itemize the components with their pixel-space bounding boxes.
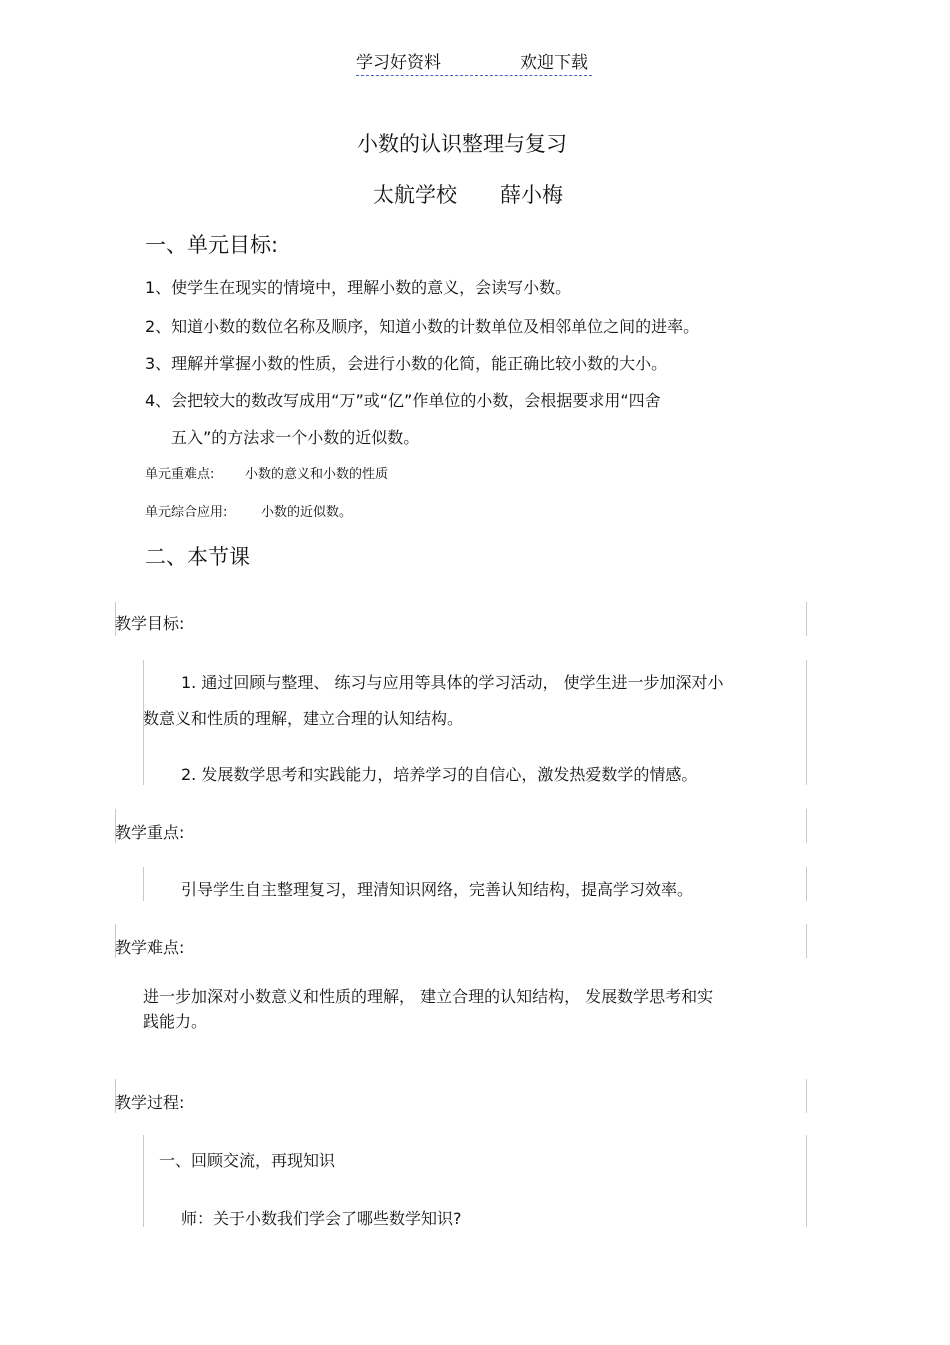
header-left: 学习好资料 xyxy=(356,53,441,73)
teacher-question: 师：关于小数我们学会了哪些数学知识? xyxy=(181,1209,462,1228)
unit-application-label: 单元综合应用: xyxy=(145,505,228,520)
teaching-goal-2: 2. 发展数学思考和实践能力，培养学习的自信心，激发热爱数学的情感。 xyxy=(181,765,698,784)
objective-4-cont: 五入”的方法求一个小数的近似数。 xyxy=(171,428,420,447)
process-step-1: 一、回顾交流，再现知识 xyxy=(159,1151,336,1170)
table-border xyxy=(806,809,807,843)
teaching-difficulty-line1: 进一步加深对小数意义和性质的理解， 建立合理的认知结构， 发展数学思考和实 xyxy=(143,987,714,1006)
section1-heading: 一、单元目标: xyxy=(145,233,279,257)
table-border xyxy=(806,1079,807,1113)
table-border xyxy=(806,1135,807,1227)
teaching-difficulty-label: 教学难点: xyxy=(115,938,185,957)
document-title: 小数的认识整理与复习 xyxy=(357,132,567,156)
teaching-key-label: 教学重点: xyxy=(115,823,185,842)
table-border xyxy=(806,867,807,901)
objective-2: 2、知道小数的数位名称及顺序，知道小数的计数单位及相邻单位之间的进率。 xyxy=(145,317,700,336)
teaching-goal-1-line2: 数意义和性质的理解，建立合理的认知结构。 xyxy=(143,709,464,728)
header-right: 欢迎下载 xyxy=(520,53,588,73)
teaching-difficulty-line2: 践能力。 xyxy=(143,1012,208,1031)
table-border xyxy=(806,924,807,958)
teaching-process-label: 教学过程: xyxy=(115,1093,185,1112)
table-border xyxy=(806,660,807,785)
table-border xyxy=(806,602,807,636)
unit-difficulty-value: 小数的意义和小数的性质 xyxy=(245,467,389,482)
objective-4: 4、会把较大的数改写成用“万”或“亿”作单位的小数，会根据要求用“四舍 xyxy=(145,391,661,410)
objective-3: 3、理解并掌握小数的性质，会进行小数的化简，能正确比较小数的大小。 xyxy=(145,354,668,373)
unit-difficulty-label: 单元重难点: xyxy=(145,467,215,482)
author-school: 太航学校 xyxy=(373,183,457,207)
page-header xyxy=(356,48,592,76)
unit-application-value: 小数的近似数。 xyxy=(261,505,353,520)
table-border xyxy=(143,1135,144,1227)
section2-heading: 二、本节课 xyxy=(145,545,250,569)
teaching-goal-1-line1: 1. 通过回顾与整理、 练习与应用等具体的学习活动， 使学生进一步加深对小 xyxy=(181,673,724,692)
table-border xyxy=(143,867,144,901)
objective-1: 1、使学生在现实的情境中，理解小数的意义，会读写小数。 xyxy=(145,278,572,297)
unit-application xyxy=(145,501,353,520)
teaching-goals-label: 教学目标: xyxy=(115,614,185,633)
unit-difficulty xyxy=(145,463,389,482)
author-name: 薛小梅 xyxy=(500,183,563,207)
teaching-key-text: 引导学生自主整理复习，理清知识网络，完善认知结构，提高学习效率。 xyxy=(181,880,694,899)
